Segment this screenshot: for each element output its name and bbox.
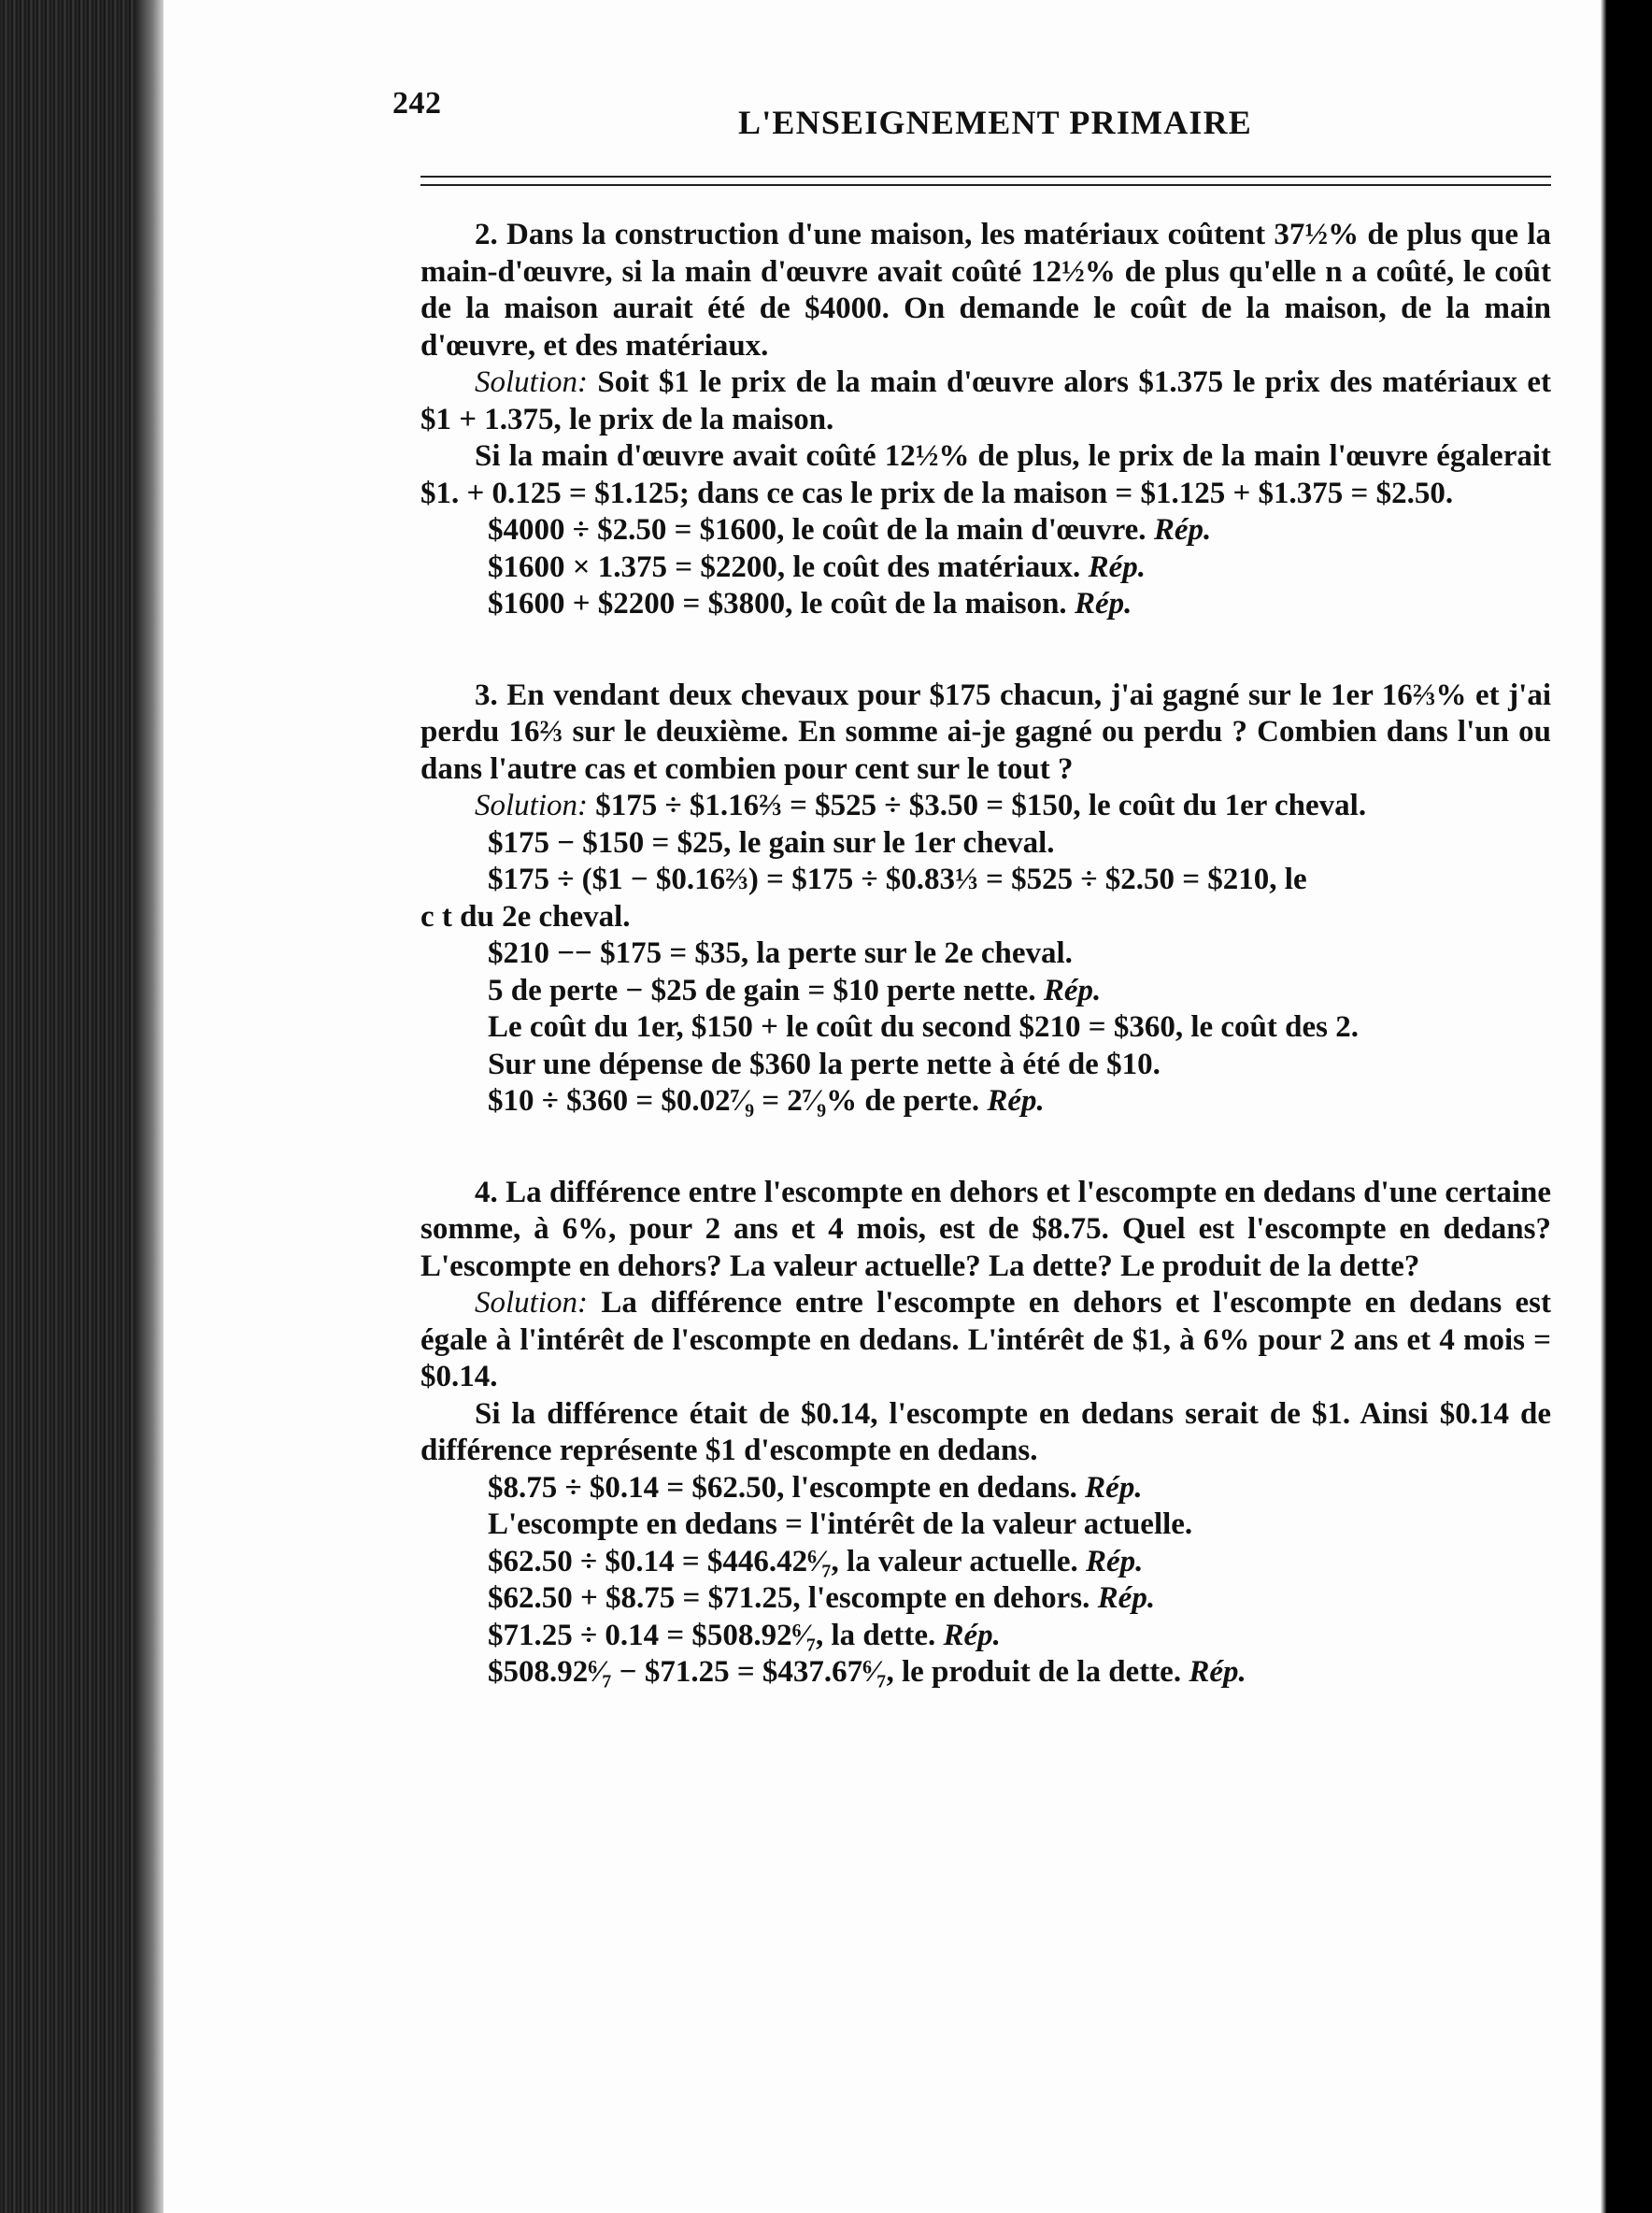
solution-text: La différence entre l'escompte en dehors et l'escompte en dedans est égale à l'intérêt de l'escompte en dedans. L'intérêt de $1, à 6% pour 2 ans et 4 mois = $0.14. <box>420 1286 1551 1393</box>
solution-step: Sur une dépense de $360 la perte nette à été de $10. <box>488 1047 1161 1081</box>
solution-step: Le coût du 1er, $150 + le coût du second $210 = $360, le coût des 2. <box>488 1010 1359 1044</box>
solution-step: $4000 ÷ $2.50 = $1600, le coût de la main d'œuvre. Rép. <box>488 513 1212 547</box>
solution-text: Soit $1 le prix de la main d'œuvre alors $1.375 le prix des matériaux et $1 + 1.375, le prix de la maison. <box>420 365 1551 436</box>
solution-paragraph: Si la main d'œuvre avait coûté 12½% de plus, le prix de la main l'œuvre égalerait $1. + 0.125 = $1.125; dans ce cas le prix de la maison = $1.125 + $1.375 = $2.50. <box>420 439 1551 510</box>
answer-mark: Rép. <box>987 1084 1045 1118</box>
solution-step: $62.50 ÷ $0.14 = $446.42⁶⁄₇, la valeur actuelle. Rép. <box>488 1544 1144 1578</box>
solution-paragraph: Si la différence était de $0.14, l'escompte en dedans serait de $1. Ainsi $0.14 de différence représente $1 d'escompte en dedans. <box>420 1396 1551 1467</box>
problem-3 <box>420 678 1551 1121</box>
answer-mark: Rép. <box>1043 973 1102 1007</box>
solution-step: 5 de perte − $25 de gain = $10 perte nette. Rép. <box>488 973 1102 1007</box>
solution-step: c t du 2e cheval. <box>420 899 631 934</box>
solution-step: $1600 × 1.375 = $2200, le coût des matériaux. Rép. <box>488 550 1146 584</box>
problem-4 <box>420 1175 1551 1692</box>
solution-paragraph <box>420 364 1551 438</box>
problem-statement: 2. Dans la construction d'une maison, les matériaux coûtent 37½% de plus que la main-d'œuvre, si la main d'œuvre avait coûté 12½% de plus qu'elle n a coûté, le coût de la maison aurait été de $4000. On demande le coût de la maison, de la main d'œuvre, et des matériaux. <box>420 218 1551 363</box>
answer-mark: Rép. <box>1085 1544 1144 1578</box>
header-rule <box>420 176 1551 186</box>
solution-step: $71.25 ÷ 0.14 = $508.92⁶⁄₇, la dette. Rép. <box>488 1618 1001 1652</box>
solution-paragraph <box>420 1285 1551 1396</box>
solution-step: $10 ÷ $360 = $0.02⁷⁄₉ = 2⁷⁄₉% de perte. Rép. <box>488 1084 1045 1118</box>
book-binding-edge <box>0 0 164 2213</box>
answer-mark: Rép. <box>943 1618 1001 1652</box>
solution-step: $175 ÷ ($1 − $0.16⅔) = $175 ÷ $0.83⅓ = $525 ÷ $2.50 = $210, le <box>488 863 1307 896</box>
page-right-shadow <box>1601 0 1652 2213</box>
answer-mark: Rép. <box>1097 1581 1156 1615</box>
running-title: L'ENSEIGNEMENT PRIMAIRE <box>738 104 1253 141</box>
solution-label: Solution: <box>475 1286 588 1320</box>
solution-label: Solution: <box>475 789 588 822</box>
problem-statement: 4. La différence entre l'escompte en dehors et l'escompte en dedans d'une certaine somme, à 6%, pour 2 ans et 4 mois, est de $8.75. Quel est l'escompte en dedans? L'escompte en dehors? La valeur actuelle? La dette? Le produit de la dette? <box>420 1175 1551 1283</box>
solution-step: $8.75 ÷ $0.14 = $62.50, l'escompte en dedans. Rép. <box>488 1470 1143 1505</box>
page-number: 242 <box>392 86 442 121</box>
solution-paragraph <box>420 788 1551 825</box>
solution-step: $62.50 + $8.75 = $71.25, l'escompte en dehors. Rép. <box>488 1581 1156 1615</box>
solution-step: $508.92⁶⁄₇ − $71.25 = $437.67⁶⁄₇, le produit de la dette. Rép. <box>488 1655 1246 1689</box>
answer-mark: Rép. <box>1088 550 1146 584</box>
solution-label: Solution: <box>475 365 588 399</box>
answer-mark: Rép. <box>1153 513 1212 547</box>
solution-step: $210 −− $175 = $35, la perte sur le 2e cheval. <box>488 936 1073 970</box>
problem-2 <box>420 217 1551 623</box>
answer-mark: Rép. <box>1074 587 1132 621</box>
solution-text: $175 ÷ $1.16⅔ = $525 ÷ $3.50 = $150, le coût du 1er cheval. <box>588 789 1367 822</box>
problem-statement: 3. En vendant deux chevaux pour $175 chacun, j'ai gagné sur le 1er 16⅔% et j'ai perdu 16⅔ sur le deuxième. En somme ai-je gagné ou perdu ? Combien dans l'un ou dans l'autre cas et combien pour cent sur le tout ? <box>420 678 1551 786</box>
solution-step: $175 − $150 = $25, le gain sur le 1er cheval. <box>488 825 1055 860</box>
answer-mark: Rép. <box>1189 1655 1246 1689</box>
solution-step: $1600 + $2200 = $3800, le coût de la maison. Rép. <box>488 587 1132 621</box>
answer-mark: Rép. <box>1085 1470 1143 1505</box>
page-content <box>420 217 1551 1746</box>
solution-step: L'escompte en dedans = l'intérêt de la valeur actuelle. <box>488 1507 1193 1541</box>
